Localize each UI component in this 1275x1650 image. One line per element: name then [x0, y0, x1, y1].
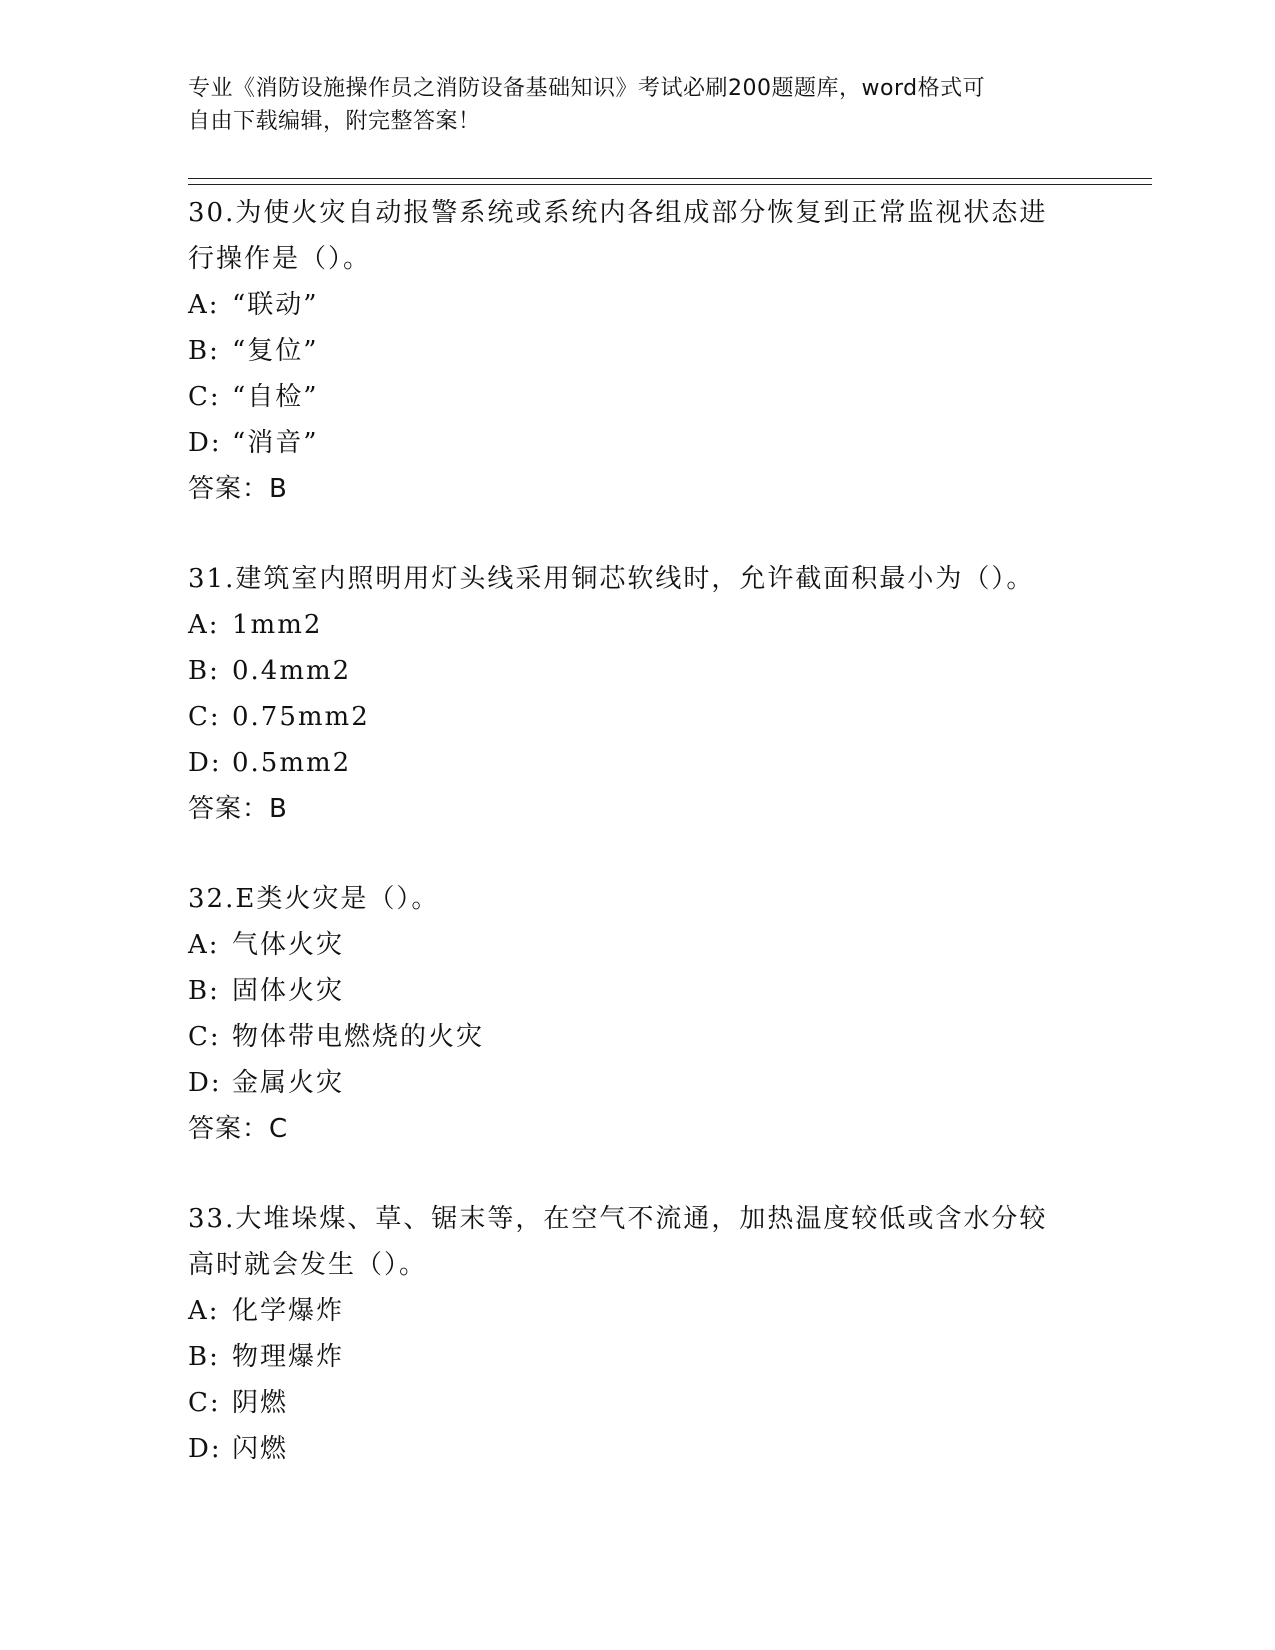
question-text-line-1: 33.大堆垛煤、草、锯末等，在空气不流通，加热温度较低或含水分较	[188, 1204, 1048, 1234]
option-text: 物理爆炸	[232, 1342, 345, 1372]
option-letter: D:	[188, 428, 222, 458]
header-divider-top	[188, 178, 1152, 179]
option-text: “联动”	[232, 290, 319, 320]
option-d	[188, 740, 1088, 786]
option-letter: B:	[188, 1342, 220, 1372]
option-d	[188, 1060, 1088, 1106]
option-letter: D:	[188, 1434, 222, 1464]
option-b	[188, 1334, 1088, 1380]
option-text: 阴燃	[232, 1388, 289, 1418]
option-text: 0.75mm2	[232, 702, 370, 732]
option-letter: C:	[188, 382, 221, 412]
option-letter: C:	[188, 1022, 221, 1052]
option-text: “消音”	[232, 428, 319, 458]
option-a	[188, 602, 1088, 648]
header-divider-bottom	[188, 184, 1152, 185]
question-text	[188, 876, 1078, 922]
option-text: 闪燃	[232, 1434, 289, 1464]
option-letter: C:	[188, 702, 221, 732]
question-text-line-1: 32.E类火灾是（）。	[188, 884, 440, 914]
option-letter: B:	[188, 336, 220, 366]
option-text: 1mm2	[232, 610, 323, 640]
question-text-line-1: 30.为使火灾自动报警系统或系统内各组成部分恢复到正常监视状态进	[188, 198, 1048, 228]
question-text-line-2: 行操作是（）。	[188, 244, 372, 274]
option-c	[188, 1380, 1088, 1426]
option-letter: C:	[188, 1388, 221, 1418]
option-text: 固体火灾	[232, 976, 345, 1006]
option-text: 化学爆炸	[232, 1296, 345, 1326]
option-text: “自检”	[232, 382, 319, 412]
option-d	[188, 420, 1088, 466]
option-text: 气体火灾	[232, 930, 345, 960]
option-letter: D:	[188, 748, 222, 778]
option-a	[188, 282, 1088, 328]
answer-line: 答案：C	[188, 1114, 289, 1144]
question-text	[188, 556, 1078, 602]
question-text-line-2: 高时就会发生（）。	[188, 1250, 428, 1280]
question-30	[188, 190, 1088, 512]
option-text: “复位”	[232, 336, 319, 366]
option-letter: B:	[188, 976, 220, 1006]
option-b	[188, 968, 1088, 1014]
option-text: 金属火灾	[232, 1068, 345, 1098]
option-a	[188, 922, 1088, 968]
option-letter: D:	[188, 1068, 222, 1098]
option-letter: B:	[188, 656, 220, 686]
answer-line: 答案：B	[188, 794, 288, 824]
option-text: 物体带电燃烧的火灾	[232, 1022, 485, 1052]
question-33	[188, 1196, 1088, 1472]
option-b	[188, 328, 1088, 374]
option-letter: A:	[188, 610, 220, 640]
header-line-1: 专业《消防设施操作员之消防设备基础知识》考试必刷200题题库，word格式可	[188, 76, 986, 101]
question-text-line-1: 31.建筑室内照明用灯头线采用铜芯软线时，允许截面积最小为（）。	[188, 564, 1035, 594]
option-c	[188, 1014, 1088, 1060]
option-letter: A:	[188, 930, 220, 960]
option-d	[188, 1426, 1088, 1472]
question-list	[188, 190, 1088, 1516]
option-c	[188, 694, 1088, 740]
option-c	[188, 374, 1088, 420]
option-b	[188, 648, 1088, 694]
answer-line: 答案：B	[188, 474, 288, 504]
question-32	[188, 876, 1088, 1152]
header-line-2: 自由下载编辑，附完整答案！	[188, 109, 481, 134]
option-text: 0.5mm2	[232, 748, 352, 778]
option-letter: A:	[188, 290, 220, 320]
question-31	[188, 556, 1088, 832]
question-text	[188, 190, 1078, 282]
option-a	[188, 1288, 1088, 1334]
option-text: 0.4mm2	[232, 656, 352, 686]
option-letter: A:	[188, 1296, 220, 1326]
question-text	[188, 1196, 1078, 1288]
document-header	[188, 72, 1068, 138]
